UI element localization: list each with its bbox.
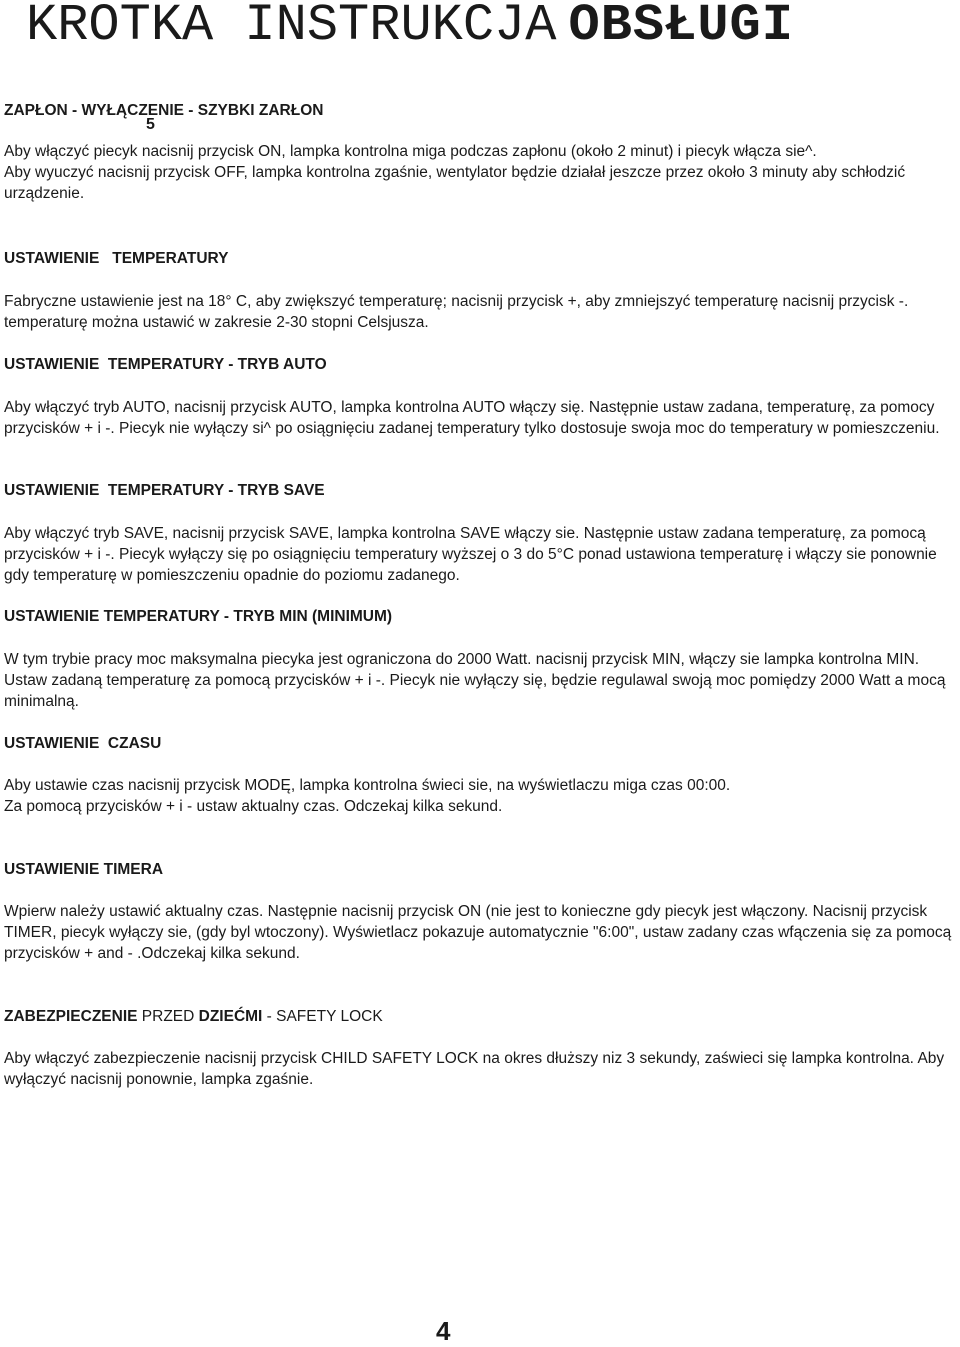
section-ignition: [4, 102, 954, 204]
section-heading: ZAPŁON - WYŁĄCZENIE - SZYBKI ZARŁON: [4, 102, 324, 119]
section-min-mode: [4, 608, 954, 712]
section-save-mode: [4, 482, 954, 586]
title-thin-part: KROTKA INSTRUKCJA: [26, 0, 557, 55]
section-heading: USTAWIENIE TIMERA: [4, 861, 164, 878]
section-temperature: [4, 250, 954, 333]
section-paragraph: Za pomocą przycisków + i - ustaw aktualny czas. Odczekaj kilka sekund.: [4, 798, 503, 815]
page-number: 4: [436, 1316, 451, 1346]
section-paragraph: Aby włączyć piecyk nacisnij przycisk ON, lampka kontrolna miga podczas zapłonu (około 2 minut) i piecyk włącza sie^.: [4, 143, 817, 160]
section-paragraph: Aby wyuczyć nacisnij przycisk OFF, lampka kontrolna zgaśnie, wentylator będzie działał jeszcze przez około 3 minuty aby schłodzić urządzenie.: [4, 164, 906, 202]
section-timer: [4, 861, 954, 964]
heading-bold-part: DZIEĆMI: [198, 1008, 263, 1025]
section-clock: [4, 735, 954, 817]
document-title: [26, 0, 794, 54]
heading-marker: 5: [146, 116, 155, 133]
section-heading: USTAWIENIE TEMPERATURY: [4, 250, 229, 267]
section-paragraph: Wpierw należy ustawić aktualny czas. Następnie nacisnij przycisk ON (nie jest to konieczne gdy piecyk jest włączony. Nacisnij przycisk TIMER, piecyk wyłączy sie, (gdy byl wtoczony). Wyświetlacz pokazuje automatycznie "6:00", ustaw zadany czas wfączenia się za pomocą przycisków + and - .Odczekaj kilka sekund.: [4, 903, 952, 962]
heading-normal-part: - SAFETY LOCK: [262, 1008, 383, 1025]
section-heading: [4, 1008, 954, 1026]
title-bold-part: OBSŁUGI: [568, 0, 794, 55]
heading-bold-part: ZABEZPIECZENIE: [4, 1008, 138, 1025]
section-child-lock: [4, 1008, 954, 1090]
section-paragraph: Aby włączyć tryb SAVE, nacisnij przycisk SAVE, lampka kontrolna SAVE włączy sie. Następnie ustaw zadana temperaturę, za pomocą przycisków + i -. Piecyk wyłączy się po osiągnięciu temperatury wyższej o 3 do 5°C ponad ustawiona temperaturę i włączy sie ponownie gdy temperaturę w pomieszczeniu opadnie do poziomu zadanego.: [4, 525, 937, 584]
heading-normal-part: PRZED: [137, 1008, 199, 1025]
section-heading: USTAWIENIE TEMPERATURY - TRYB MIN (MINIMUM): [4, 608, 393, 625]
section-paragraph: Aby włączyć tryb AUTO, nacisnij przycisk AUTO, lampka kontrolna AUTO włączy się. Następnie ustaw zadana, temperaturę, za pomocy przycisków + i -. Piecyk nie wyłączy si^ po osiągnięciu zadanej temperatury tylko dostosuje swoja moc do temperatury w pomieszczeniu.: [4, 399, 940, 437]
section-paragraph: Aby włączyć zabezpieczenie nacisnij przycisk CHILD SAFETY LOCK na okres dłuższy niz 3 sekundy, zaświeci się lampka kontrolna. Aby wyłączyć nacisnij ponownie, lampka zgaśnie.: [4, 1050, 945, 1088]
section-paragraph: W tym trybie pracy moc maksymalna piecyka jest ograniczona do 2000 Watt. nacisnij przycisk MIN, włączy sie lampka kontrolna MIN. Ustaw zadaną temperaturę za pomocą przycisków + i -. Piecyk nie wyłączy się, będzie regulawal swoją moc pomiędzy 2000 Watt a mocą minimalną.: [4, 651, 946, 710]
section-paragraph: Fabryczne ustawienie jest na 18° C, aby zwiększyć temperaturę; nacisnij przycisk +, aby zmniejszyć temperaturę nacisnij przycisk -. temperaturę można ustawić w zakresie 2-30 stopni Celsjusza.: [4, 293, 909, 331]
section-paragraph: Aby ustawie czas nacisnij przycisk MODĘ, lampka kontrolna świeci sie, na wyświetlaczu miga czas 00:00.: [4, 777, 731, 794]
section-heading: USTAWIENIE TEMPERATURY - TRYB AUTO: [4, 356, 327, 373]
section-heading: USTAWIENIE CZASU: [4, 735, 162, 752]
section-auto-mode: [4, 356, 954, 439]
section-heading: USTAWIENIE TEMPERATURY - TRYB SAVE: [4, 482, 325, 499]
